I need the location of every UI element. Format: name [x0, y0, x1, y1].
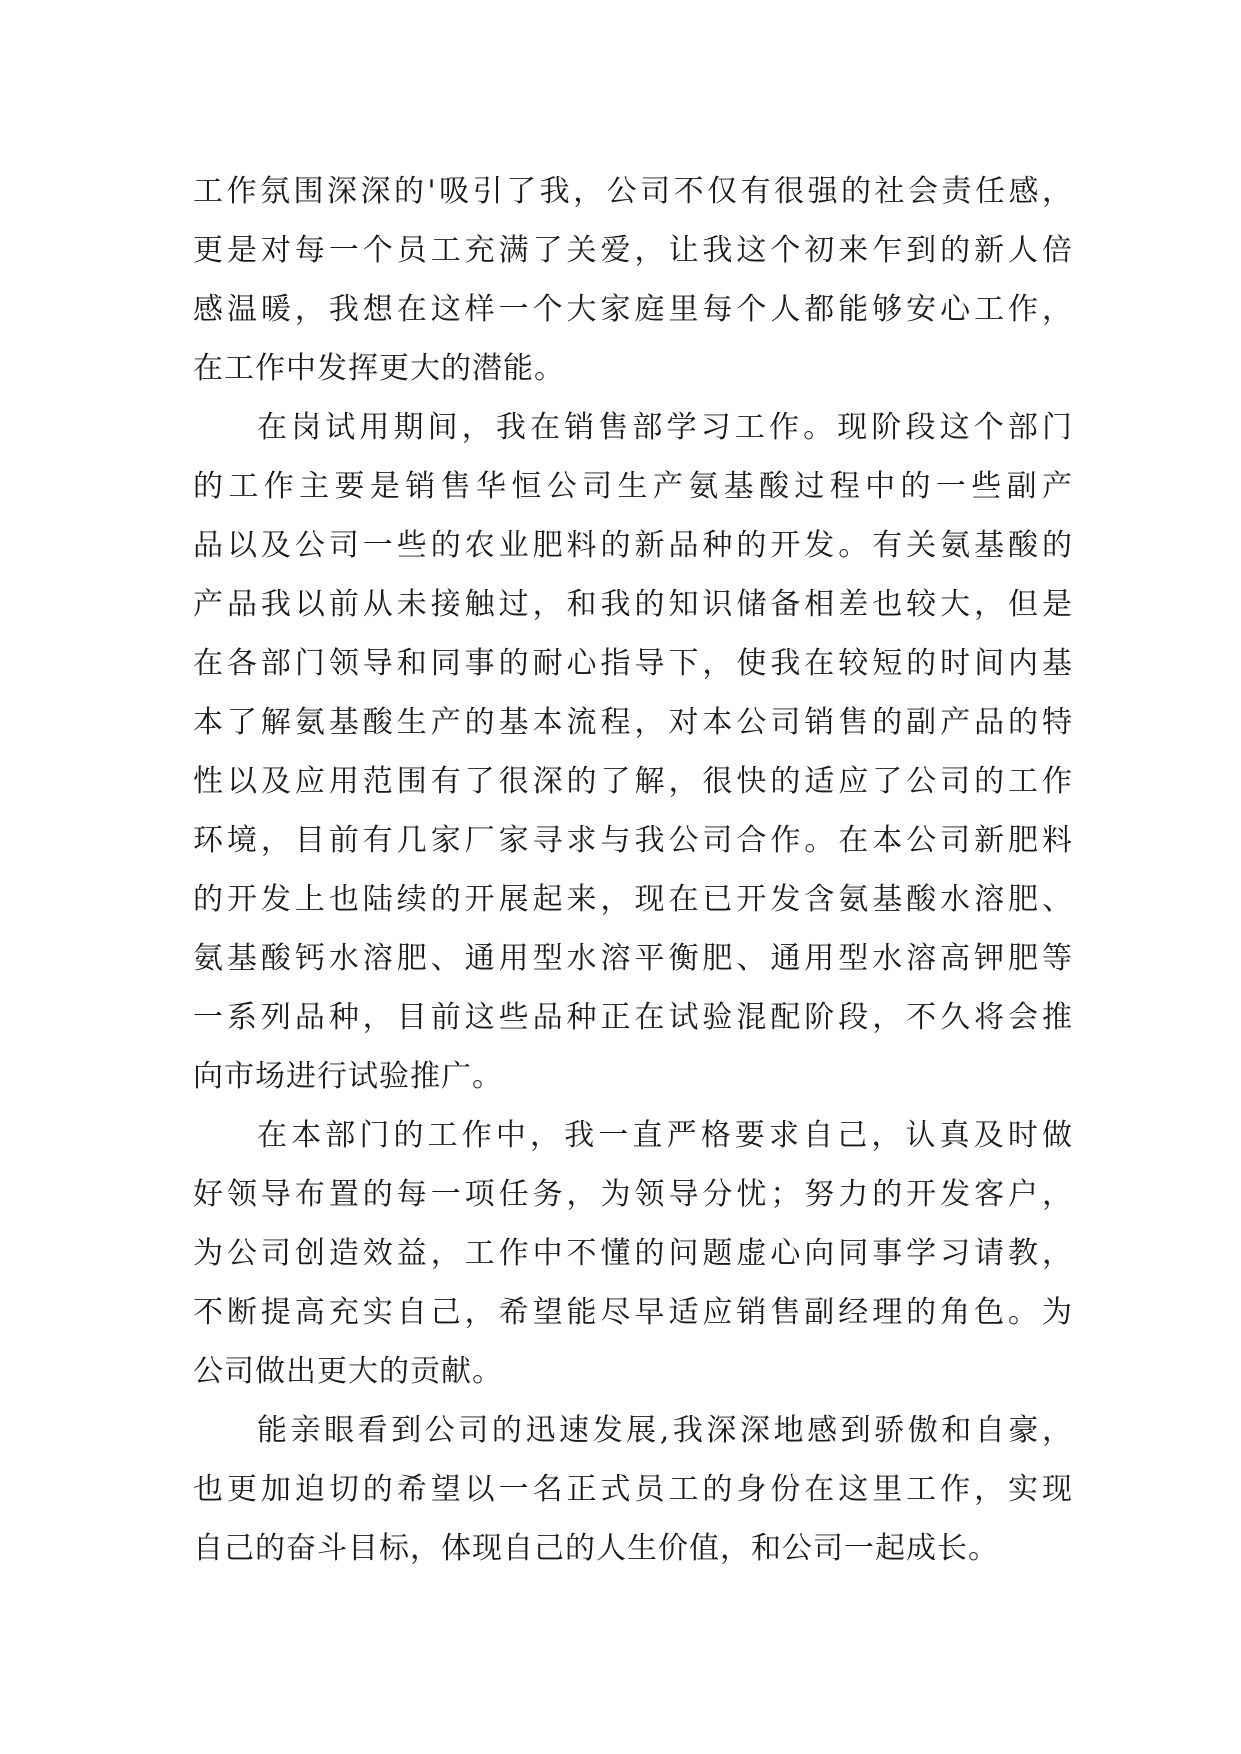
text-line: 在各部门领导和同事的耐心指导下，使我在较短的时间内基	[193, 646, 1073, 681]
text-line: 在工作中发挥更大的潜能。	[193, 351, 565, 386]
text-line: 感温暖，我想在这样一个大家庭里每个人都能够安心工作，	[193, 292, 1073, 327]
paragraph	[193, 398, 1073, 1106]
text-line: 本了解氨基酸生产的基本流程，对本公司销售的副产品的特	[193, 705, 1073, 740]
text-line: 产品我以前从未接触过，和我的知识储备相差也较大，但是	[193, 587, 1073, 622]
text-line: 环境，目前有几家厂家寻求与我公司合作。在本公司新肥料	[193, 823, 1073, 858]
paragraph	[193, 1401, 1073, 1578]
text-line: 性以及应用范围有了很深的了解，很快的适应了公司的工作	[193, 764, 1073, 799]
text-line: 向市场进行试验推广。	[193, 1059, 503, 1094]
text-line: 好领导布置的每一项任务，为领导分忧；努力的开发客户，	[193, 1177, 1073, 1212]
text-line: 为公司创造效益，工作中不懂的问题虚心向同事学习请教，	[193, 1236, 1073, 1271]
text-line: 自己的奋斗目标，体现自己的人生价值，和公司一起成长。	[193, 1531, 999, 1566]
text-line: 能亲眼看到公司的迅速发展,我深深地感到骄傲和自豪，	[257, 1413, 1073, 1448]
text-line: 在岗试用期间，我在销售部学习工作。现阶段这个部门	[257, 410, 1073, 445]
text-line: 也更加迫切的希望以一名正式员工的身份在这里工作，实现	[193, 1472, 1073, 1507]
document-page	[193, 162, 1073, 1578]
text-line: 工作氛围深深的'吸引了我，公司不仅有很强的社会责任感，	[193, 174, 1073, 209]
text-line: 的工作主要是销售华恒公司生产氨基酸过程中的一些副产	[193, 469, 1073, 504]
paragraph	[193, 162, 1073, 398]
text-line: 一系列品种，目前这些品种正在试验混配阶段，不久将会推	[193, 1000, 1073, 1035]
text-line: 不断提高充实自己，希望能尽早适应销售副经理的角色。为	[193, 1295, 1073, 1330]
text-line: 公司做出更大的贡献。	[193, 1354, 503, 1389]
text-line: 的开发上也陆续的开展起来，现在已开发含氨基酸水溶肥、	[193, 882, 1073, 917]
text-line: 在本部门的工作中，我一直严格要求自己，认真及时做	[257, 1118, 1073, 1153]
text-line: 品以及公司一些的农业肥料的新品种的开发。有关氨基酸的	[193, 528, 1073, 563]
text-line: 氨基酸钙水溶肥、通用型水溶平衡肥、通用型水溶高钾肥等	[193, 941, 1073, 976]
paragraph	[193, 1106, 1073, 1401]
text-line: 更是对每一个员工充满了关爱，让我这个初来乍到的新人倍	[193, 233, 1073, 268]
